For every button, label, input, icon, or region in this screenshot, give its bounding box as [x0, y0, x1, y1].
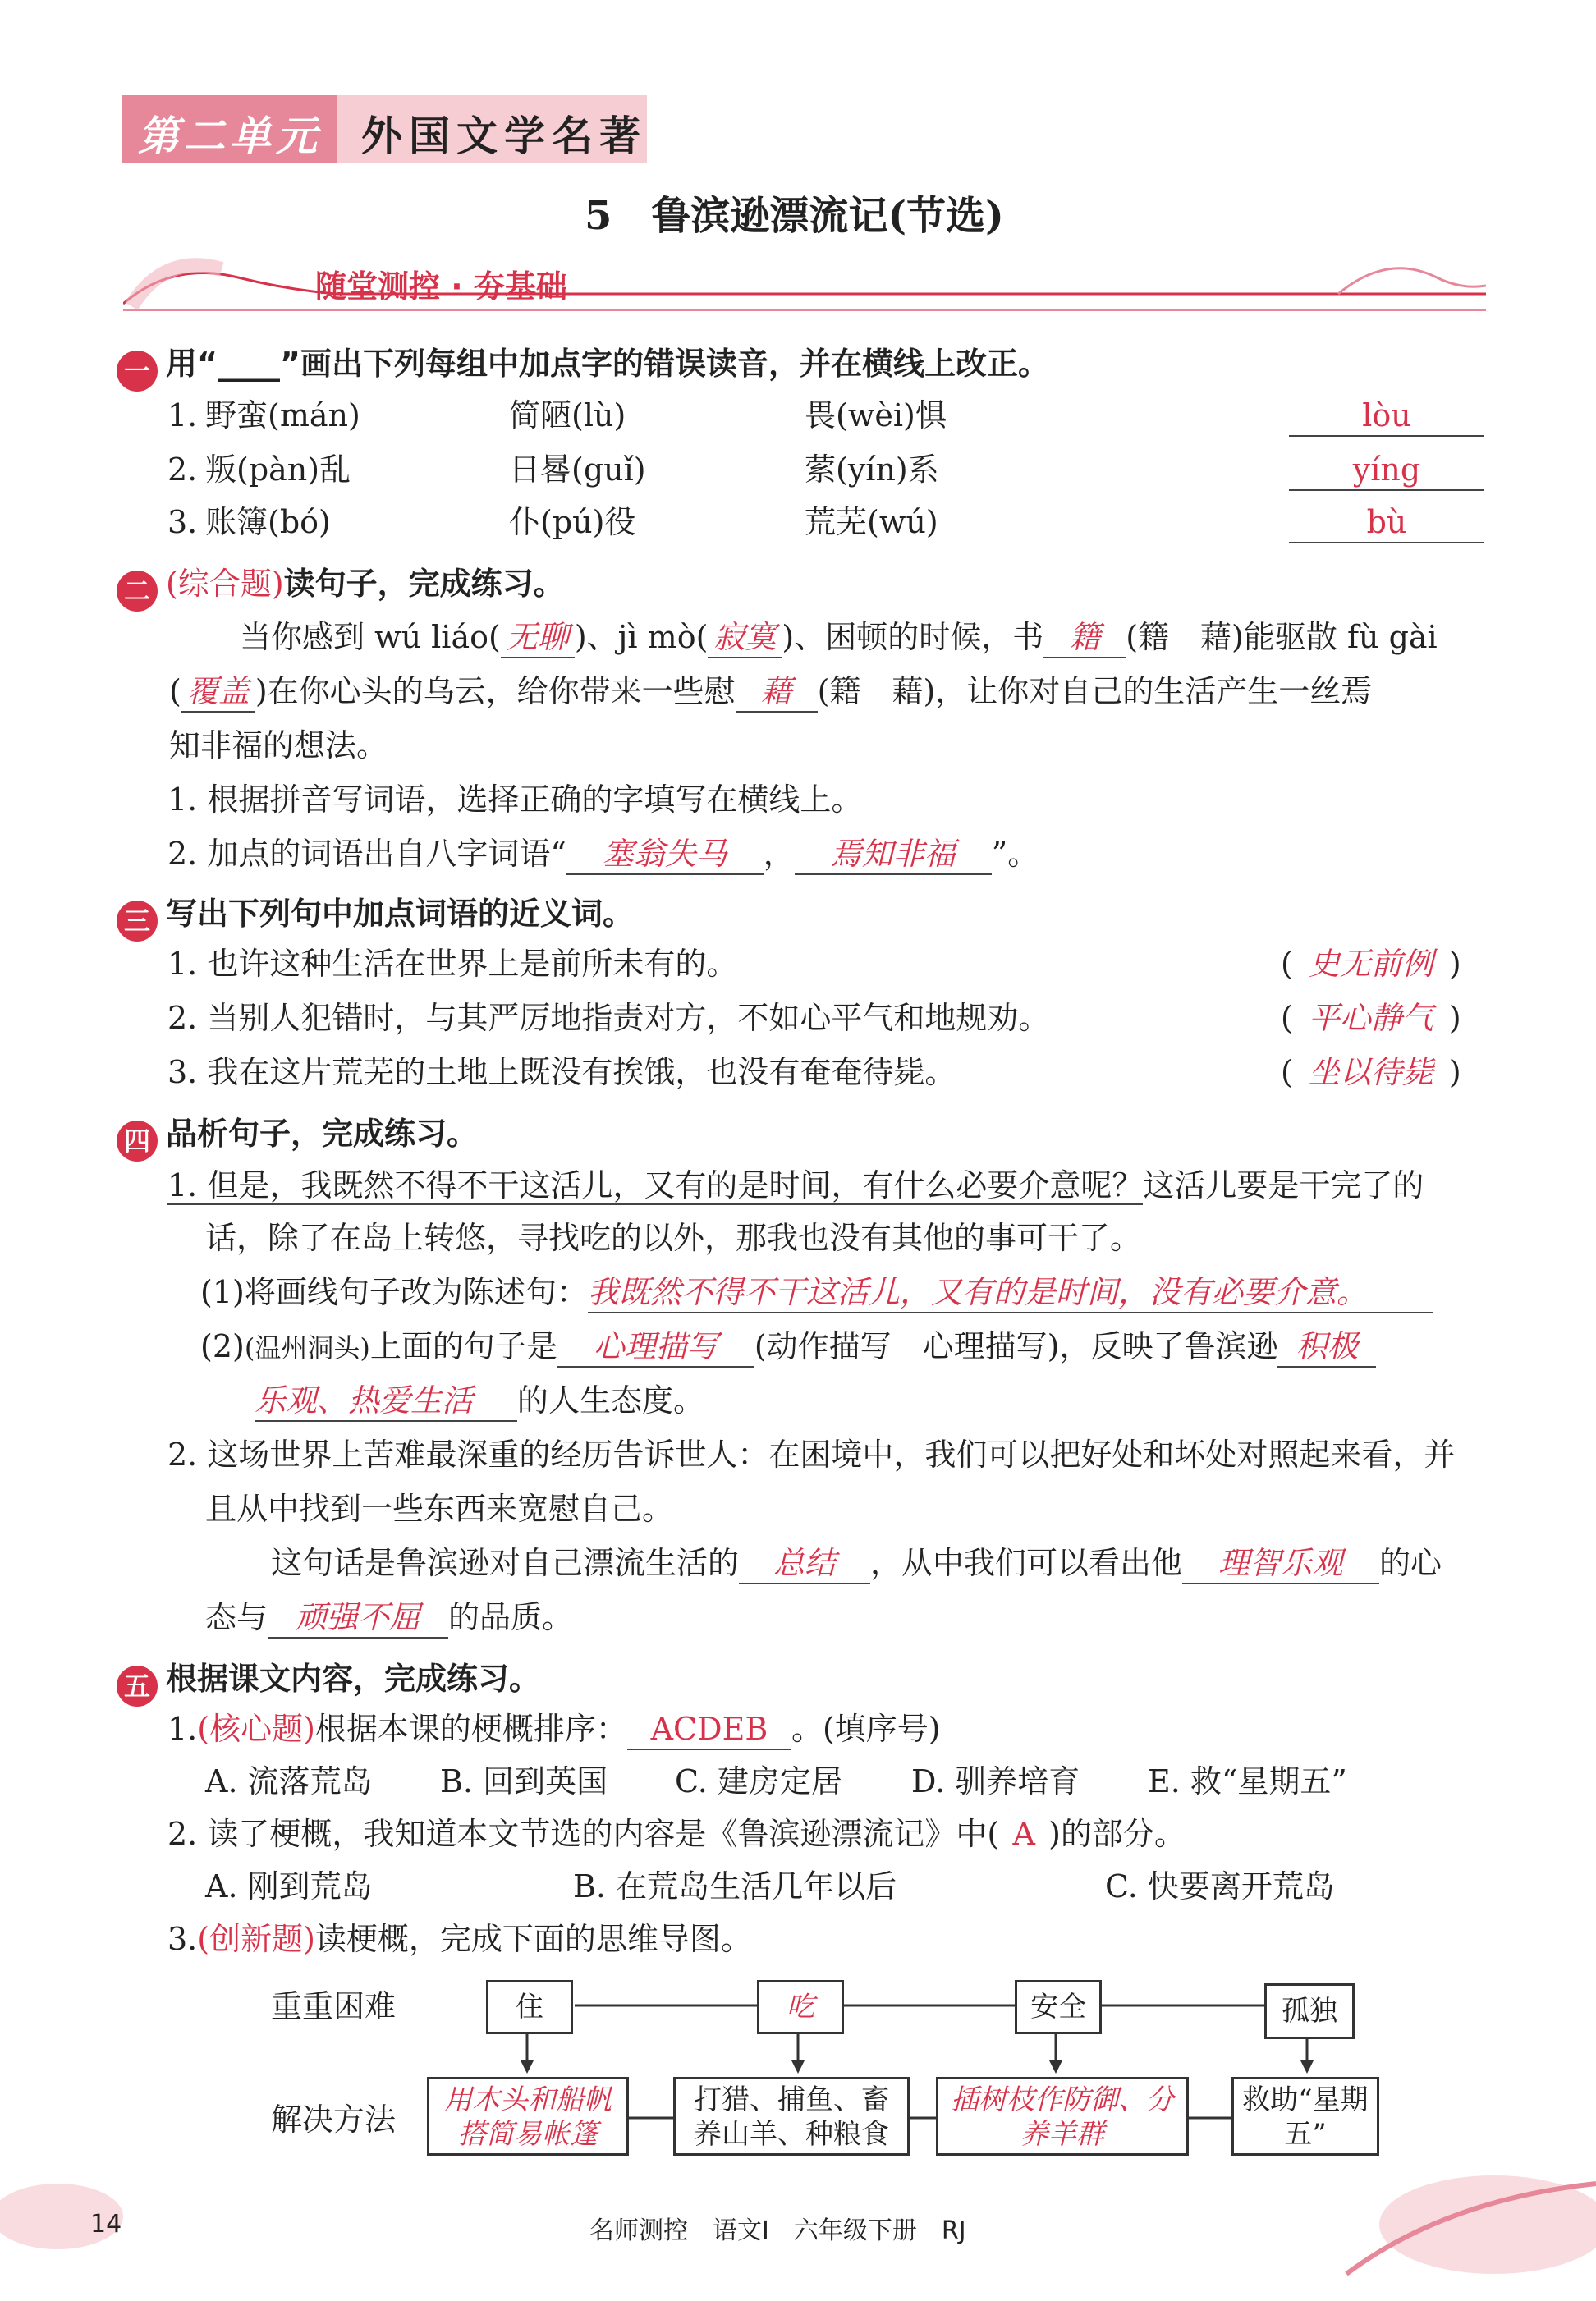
s2-q2-answer2: 焉知非福	[795, 834, 992, 875]
s4-q2-text3: 的心	[1379, 1545, 1442, 1581]
s1-row1-answer: lòu	[1289, 396, 1484, 437]
s4-q1-2-text2: (动作描写 心理描写)，反映了鲁滨逊	[754, 1328, 1278, 1364]
s1-row2-c: 萦(yín)系	[805, 451, 939, 488]
s5-badge: 五	[117, 1666, 158, 1707]
s5-q1-opt-e: E. 救“星期五”	[1148, 1763, 1347, 1799]
s5-q2-opt-c: C. 快要离开荒岛	[1105, 1868, 1335, 1905]
s3-row1: 1. 也许这种生活在世界上是前所未有的。	[167, 946, 738, 982]
solution-box-safety: 插树枝作防御、分养羊群	[936, 2077, 1189, 2156]
unit-label: 第二单元	[138, 112, 322, 160]
s5-title: 根据课文内容，完成练习。	[166, 1661, 541, 1697]
s4-q1-2-end: 的人生态度。	[517, 1382, 705, 1419]
s2-text: )、困顿的时候，书	[782, 619, 1044, 655]
s4-q1-2-answer2: 积极	[1277, 1327, 1376, 1368]
s2-answer-fugai: 覆盖	[181, 672, 255, 713]
s5-q3-text: 读梗概，完成下面的思维导图。	[314, 1921, 752, 1957]
s2-q1: 1. 根据拼音写词语，选择正确的字填写在横线上。	[167, 782, 863, 818]
s2-text: )、jì mò(	[574, 619, 709, 655]
s2-q2-text: 2. 加点的词语出自八字词语“	[167, 836, 566, 872]
s1-title: 用“____”画出下列每组中加点字的错误读音，并在横线上改正。	[166, 346, 1049, 382]
s5-q2-opt-a: A. 刚到荒岛	[205, 1868, 373, 1905]
s5-q1-opt-a: A. 流落荒岛	[205, 1763, 373, 1799]
s5-q2-text: 2. 读了梗概，我知道本文节选的内容是《鲁滨逊漂流记》中(	[167, 1816, 1000, 1852]
s2-text: )在你心头的乌云，给你带来一些慰	[255, 673, 736, 709]
s3-row2-answer-wrap: ( 平心静气 )	[1281, 1000, 1461, 1036]
s4-q1-2-num: (2)	[200, 1328, 245, 1364]
s5-q1-opt-c: C. 建房定居	[675, 1763, 842, 1799]
s4-q1-2-text: 上面的句子是	[369, 1328, 557, 1364]
s5-q1-end: 。(填序号)	[791, 1711, 941, 1747]
s4-q2-text: 这句话是鲁滨逊对自己漂流生活的	[271, 1545, 740, 1581]
s4-q1-line2: 话，除了在岛上转悠，寻找吃的以外，那我也没有其他的事可干了。	[205, 1220, 1142, 1256]
s4-q1-1-text: (1)将画线句子改为陈述句：	[200, 1274, 588, 1310]
s5-q1-num: 1.	[167, 1711, 198, 1747]
s2-badge: 二	[117, 571, 158, 612]
s5-q2-answer: A	[1012, 1816, 1035, 1852]
section-banner-title: 随堂测控 · 夯基础	[315, 268, 567, 305]
s1-row2-answer: yíng	[1289, 450, 1484, 491]
s1-row1-num: 1.	[167, 397, 198, 433]
s3-row1-answer-wrap: ( 史无前例 )	[1281, 946, 1461, 982]
s4-badge: 四	[117, 1121, 158, 1162]
s1-row2-a: 叛(pàn)乱	[205, 451, 351, 488]
s2-answer-ji: 籍	[1043, 617, 1126, 658]
s4-q2-end: 的品质。	[448, 1599, 574, 1635]
s5-q1-opt-d: D. 驯养培育	[911, 1763, 1080, 1799]
s3-row1-answer: 史无前例	[1308, 946, 1433, 982]
s4-q1-2-tag: (温州洞头)	[244, 1332, 370, 1364]
s4-q2-answer1: 总结	[739, 1543, 870, 1584]
mind-map-row2-label: 解决方法	[271, 2102, 397, 2138]
s4-q1-2-answer: 心理描写	[557, 1327, 754, 1368]
s2-q2-end: ”。	[991, 836, 1039, 872]
s2-answer-wuliao: 无聊	[501, 617, 575, 658]
s2-q2-answer1: 塞翁失马	[566, 834, 764, 875]
s4-q1-2-answer3: 乐观、热爱生活	[255, 1381, 517, 1422]
problem-box-safety: 安全	[1015, 1980, 1102, 2034]
s1-badge: 一	[117, 351, 158, 392]
s4-q2-answer3: 顽强不屈	[268, 1597, 448, 1639]
s1-row3-answer: bù	[1289, 502, 1484, 543]
s3-badge: 三	[117, 901, 158, 942]
s3-row2: 2. 当别人犯错时，与其严厉地指责对方，不如心平气和地规劝。	[167, 1000, 1050, 1036]
page-number: 14	[90, 2210, 122, 2239]
s2-answer-jie: 藉	[736, 672, 818, 713]
s3-row3-answer: 坐以待毙	[1308, 1054, 1433, 1090]
s4-q1-1-answer: 我既然不得不干这活儿，又有的是时间，没有必要介意。	[588, 1272, 1433, 1313]
s1-row3-a: 账簿(bó)	[205, 504, 331, 540]
s4-q2-answer2: 理智乐观	[1182, 1543, 1379, 1584]
lesson-title: 5 鲁滨逊漂流记(节选)	[585, 193, 1004, 239]
s2-para-line3: 知非福的想法。	[169, 727, 388, 763]
s2-text: (籍 藉)能驱散 fù gài	[1126, 619, 1438, 655]
unit-theme: 外国文学名著	[361, 112, 647, 160]
s1-row2-num: 2.	[167, 451, 198, 488]
s5-q1-tag: (核心题)	[197, 1711, 315, 1747]
s5-q1-opt-b: B. 回到英国	[440, 1763, 608, 1799]
problem-box-shelter: 住	[486, 1980, 573, 2034]
s1-row3-num: 3.	[167, 504, 198, 540]
s1-row2-b: 日晷(guǐ)	[509, 451, 646, 488]
s4-q2-text2: ，从中我们可以看出他	[870, 1545, 1183, 1581]
mind-map-row1-label: 重重困难	[271, 1988, 397, 2024]
s3-row3-answer-wrap: ( 坐以待毙 )	[1281, 1054, 1461, 1090]
s4-q2-line1: 2. 这场世界上苦难最深重的经历告诉世人：在困境中，我们可以把好处和坏处对照起来看，并	[167, 1437, 1456, 1473]
s2-tag: (综合题)	[166, 566, 284, 602]
solution-box-loneliness: 救助“星期五”	[1231, 2077, 1379, 2156]
s4-title: 品析句子，完成练习。	[166, 1116, 479, 1152]
s5-q1-text: 根据本课的梗概排序：	[314, 1711, 627, 1747]
s2-q2-comma: ，	[763, 836, 795, 872]
solution-box-food: 打猎、捕鱼、畜养山羊、种粮食	[673, 2077, 910, 2156]
s1-row3-c: 荒芜(wú)	[805, 504, 938, 540]
s1-row1-c: 畏(wèi)惧	[805, 397, 947, 433]
s1-row3-b: 仆(pú)役	[509, 504, 636, 540]
s5-q2-end: )的部分。	[1048, 1816, 1186, 1852]
footer-book-info: 名师测控 语文Ⅰ 六年级下册 RJ	[589, 2216, 966, 2245]
s2-text: (籍 藉)，让你对自己的生活产生一丝焉	[817, 673, 1373, 709]
s4-q2-line2: 且从中找到一些东西来宽慰自己。	[205, 1491, 674, 1527]
s3-title: 写出下列句中加点词语的近义词。	[166, 896, 635, 932]
problem-box-food: 吃	[757, 1980, 844, 2034]
s4-q2-text4: 态与	[205, 1599, 268, 1635]
s5-q3-tag: (创新题)	[197, 1921, 315, 1957]
s5-q3-num: 3.	[167, 1921, 198, 1957]
s3-row2-answer: 平心静气	[1308, 1000, 1433, 1036]
s3-row3: 3. 我在这片荒芜的土地上既没有挨饿，也没有奄奄待毙。	[167, 1054, 956, 1090]
s2-text: (	[169, 673, 181, 709]
s2-text: 当你感到 wú liáo(	[240, 619, 501, 655]
s5-q1-answer: ACDEB	[627, 1709, 791, 1750]
s1-row1-b: 简陋(lù)	[509, 397, 626, 433]
solution-box-shelter: 用木头和船帆搭简易帐篷	[427, 2077, 629, 2156]
s2-answer-jimo: 寂寞	[708, 617, 782, 658]
s4-q1-text: 这活儿要是干完了的	[1143, 1167, 1424, 1203]
s2-title: 读句子，完成练习。	[283, 566, 565, 602]
s1-row1-a: 野蛮(mán)	[205, 397, 360, 433]
s5-q2-opt-b: B. 在荒岛生活几年以后	[573, 1868, 897, 1905]
problem-box-loneliness: 孤独	[1264, 1983, 1355, 2039]
s4-q1-underlined: 1. 但是，我既然不得不干这活儿，又有的是时间，有什么必要介意呢？	[167, 1167, 1144, 1203]
